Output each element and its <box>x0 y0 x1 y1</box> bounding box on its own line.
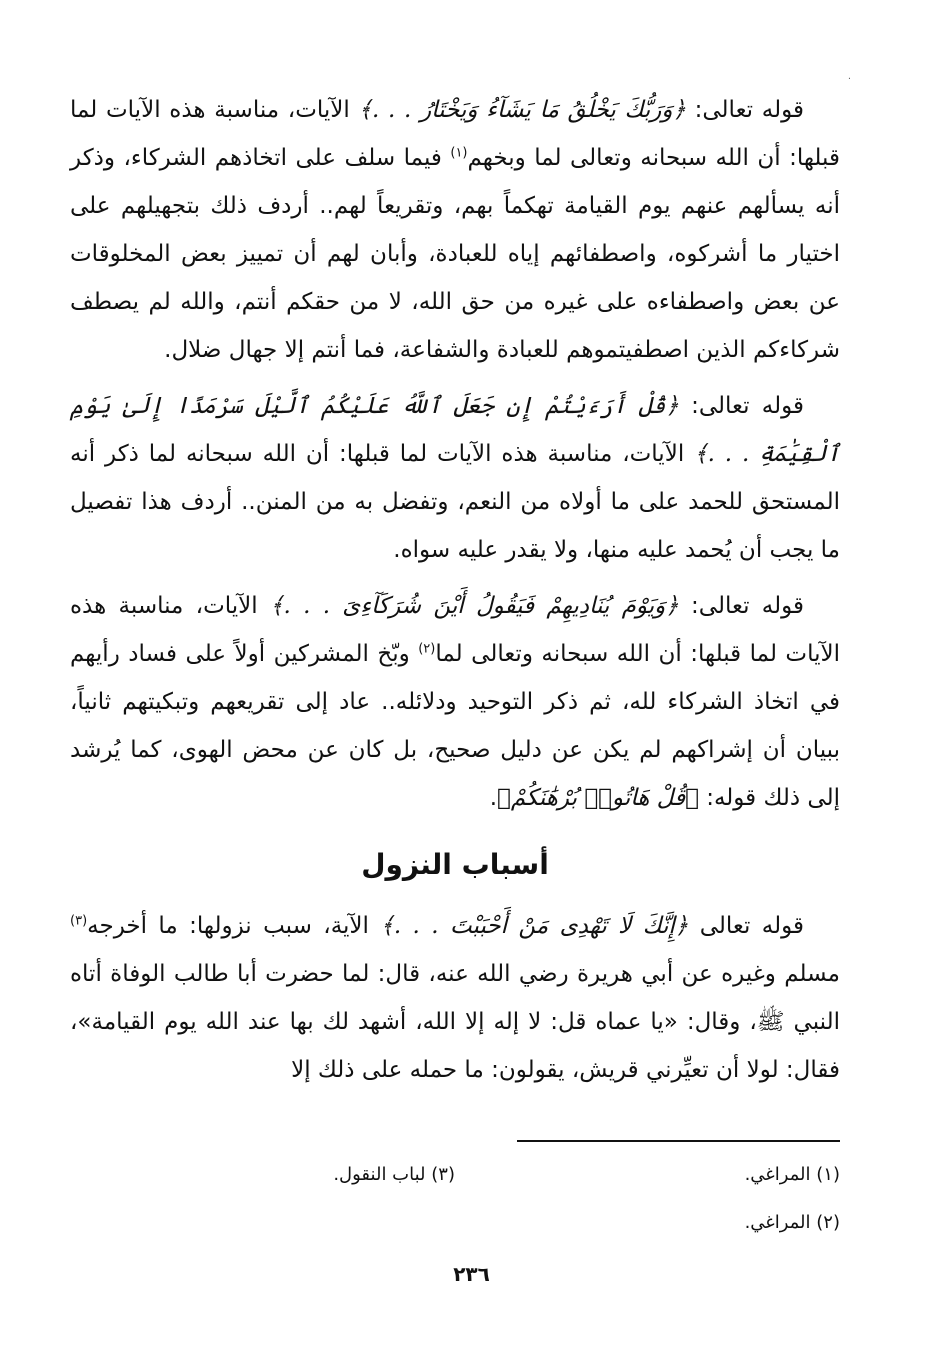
footnote-text: لباب النقول. <box>333 1163 426 1185</box>
paragraph-text: الآية، سبب نزولها: ما أخرجه <box>87 913 381 939</box>
footnote-item <box>70 1164 455 1185</box>
paragraph-3 <box>70 582 840 822</box>
quran-verse: ﴿وَرَبُّكَ يَخْلُقُ مَا يَشَآءُ وَيَخْتَارُ . . .﴾ <box>358 97 686 123</box>
paragraph-intro: قوله تعالى: <box>685 97 804 123</box>
quran-verse: ﴿قُلْ هَاتُوا۟ بُرْهَٰنَكُمْ﴾ <box>497 785 699 811</box>
corner-mark: · <box>847 74 851 85</box>
page-body <box>70 86 840 1102</box>
page-number: ٢٣٦ <box>453 1262 490 1286</box>
section-paragraph <box>70 902 840 1094</box>
paragraph-text: الآيات، مناسبة هذه الآيات لما قبلها: أن الله سبحانه وتعالى لما وبخهم <box>70 97 840 171</box>
paragraph-text: مسلم وغيره عن أبي هريرة رضي الله عنه، قال: لما حضرت أبا طالب الوفاة أتاه النبي ﷺ، وقال: «يا عماه قل: لا إله إلا الله، أشهد لك بها عند الله يوم القيامة»، فقال: لولا أن تعيِّرني قريش، يقولون: ما حمله على ذلك إلا <box>70 961 840 1083</box>
section-title: أسباب النزول <box>361 848 549 881</box>
paragraph-intro: قوله تعالى: <box>678 393 804 419</box>
footnote-number: (٢) <box>816 1211 840 1233</box>
paragraph-1 <box>70 86 840 374</box>
footnote-text: المراغي. <box>744 1211 811 1233</box>
quran-verse: ﴿قُلْ أَرَءَيْتُمْ إِن جَعَلَ ٱللَّهُ عَلَيْكُمُ ٱلَّيْلَ سَرْمَدًا إِلَىٰ يَوْمِ ٱلْقِيَٰمَةِ . . .﴾ <box>70 393 840 467</box>
footnote-ref[interactable]: (٣) <box>70 913 88 929</box>
paragraph-text: فيما سلف على اتخاذهم الشركاء، وذكر أنه يسألهم عنهم يوم القيامة تهكماً بهم، وتقريعاً لهم.. أردف ذلك بتجهيلهم على اختيار ما أشركوه، واصطفائهم إياه للعبادة، وأبان لهم أن تمييز بعض المخلوقات عن بعض واصطفاءه على غيره من حق الله، لا من حقكم أنتم، والله لم يصطف شركاءكم الذين اصطفيتموهم للعبادة والشفاعة، فما أنتم إلا جهال ضلال. <box>70 145 840 363</box>
footnote-ref[interactable]: (١) <box>450 145 468 161</box>
footnote-number: (٣) <box>431 1163 455 1185</box>
paragraph-intro: قوله تعالى: <box>678 593 804 619</box>
footnote-divider <box>517 1140 840 1142</box>
footnotes <box>70 1150 840 1246</box>
paragraph-text: وبّخ المشركين أولاً على فساد رأيهم في اتخاذ الشركاء لله، ثم ذكر التوحيد ودلائله.. عاد إلى تقريعهم وتبكيتهم ثانياً، ببيان أن إشراكهم لم يكن عن دليل صحيح، بل كان عن محض الهوى، كما يُرشد إلى ذلك قوله: <box>70 641 840 811</box>
footnote-item <box>455 1212 840 1233</box>
paragraph-2 <box>70 382 840 574</box>
footnote-number: (١) <box>816 1163 840 1185</box>
footnote-row <box>70 1198 840 1246</box>
paragraph-text: الآيات، مناسبة هذه الآيات لما قبلها: أن الله سبحانه وتعالى لما <box>70 593 841 667</box>
paragraph-intro: قوله تعالى <box>688 913 804 939</box>
quran-verse: ﴿إِنَّكَ لَا تَهْدِى مَنْ أَحْبَبْتَ . . .﴾ <box>380 913 689 939</box>
footnote-row <box>70 1150 840 1198</box>
paragraph-text: . <box>489 785 498 811</box>
footnote-ref[interactable]: (٢) <box>418 641 436 657</box>
paragraph-text: الآيات، مناسبة هذه الآيات لما قبلها: أن الله سبحانه لما ذكر أنه المستحق للحمد على ما أولاه من النعم، وتفضل به من المنن.. أردف هذا تفصيل ما يجب أن يُحمد عليه منها، ولا يقدر عليه سواه. <box>70 441 840 563</box>
footnote-item <box>455 1164 840 1185</box>
footnote-text: المراغي. <box>744 1163 811 1185</box>
quran-verse: ﴿وَيَوْمَ يُنَادِيهِمْ فَيَقُولُ أَيْنَ شُرَكَآءِىَ . . .﴾ <box>269 593 679 619</box>
